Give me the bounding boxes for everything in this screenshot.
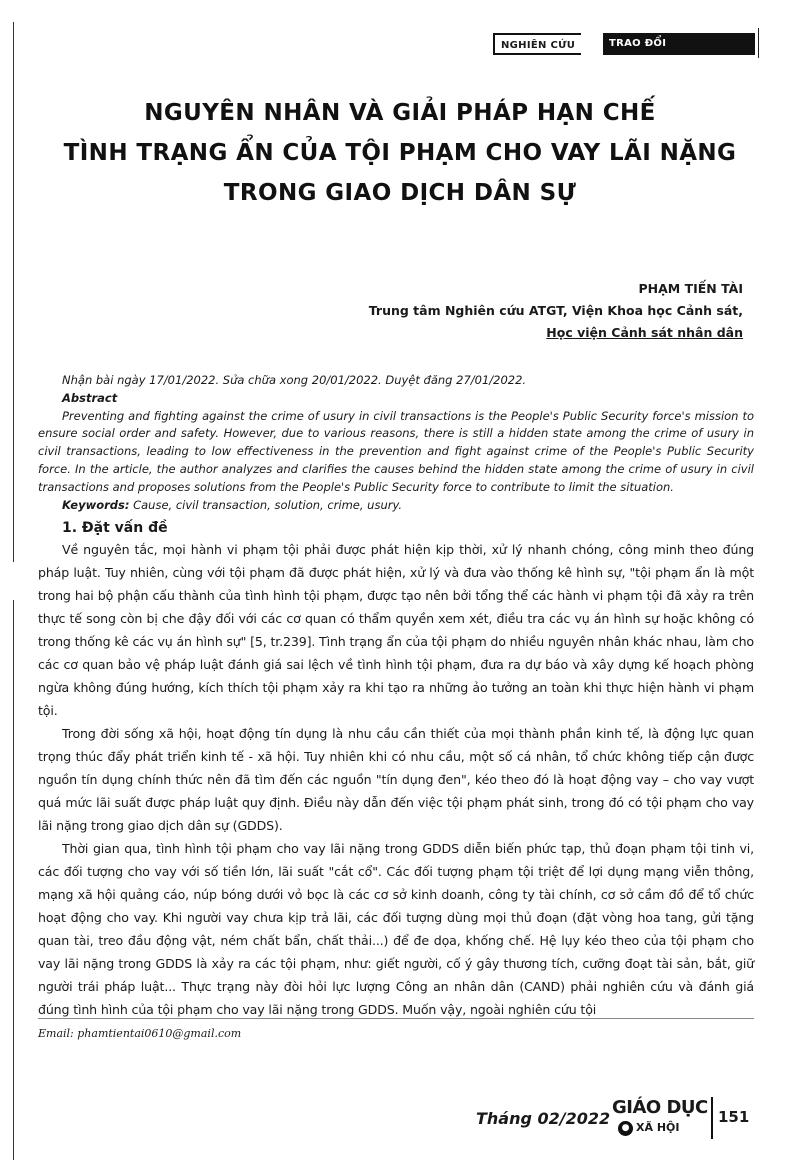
- header-rule: [758, 28, 759, 58]
- section-label-left: NGHIÊN CỨU: [493, 33, 581, 55]
- title-line-1: NGUYÊN NHÂN VÀ GIẢI PHÁP HẠN CHẾ: [144, 100, 656, 126]
- paragraph-1: Về nguyên tắc, mọi hành vi phạm tội phải được phát hiện kịp thời, xử lý nhanh chóng, công minh theo đúng pháp luật. Tuy nhiên, cùng với tội phạm đã được phát hiện, xử lý và đưa vào thống kê hình sự, "tội phạm ẩn là một trong hai bộ phận cấu thành của tình hình tội phạm, được tạo nên bởi tổng thể các hành vi phạm tội đã xảy ra trên thực tế song còn bị che đậy đối với các cơ quan có thẩm quyền xem xét, điều tra các vụ án hình sự hoặc không có trong thống kê các vụ án hình sự" [5, tr.239]. Tình trạng ẩn của tội phạm do nhiều nguyên nhân khác nhau, làm cho các cơ quan bảo vệ pháp luật đánh giá sai lệch về tình hình tội phạm, đưa ra dự báo và xây dựng kế hoạch phòng ngừa không đúng hướng, kích thích tội phạm xảy ra khi tạo ra những ảo tưởng an toàn khi thực hiện hành vi phạm tội.: [38, 542, 754, 719]
- keywords-text: Cause, civil transaction, solution, crime, usury.: [129, 497, 403, 512]
- footer-divider: [711, 1097, 713, 1139]
- abstract-text: Preventing and fighting against the crime of usury in civil transactions is the People's Public Security force's mission to ensure social order and safety. However, due to various reasons, there is still a hidden state among the crime of usury in civil transactions, leading to low effectiveness in the prevention and fight against crime of the People's Public Security force. In the article, the author analyzes and clarifies the causes behind the hidden state among the crime of usury in civil transactions and proposes solutions from the People's Public Security force to contribute to limit the situation.: [38, 408, 754, 494]
- keywords-label: Keywords:: [62, 497, 130, 512]
- article-title: [40, 93, 760, 213]
- title-line-3: TRONG GIAO DỊCH DÂN SỰ: [223, 180, 577, 206]
- issue-month: Tháng 02/2022: [476, 1109, 611, 1128]
- footnote-rule: [38, 1018, 754, 1019]
- keywords-line: [38, 497, 754, 515]
- author-block: [369, 278, 743, 344]
- received-dates: Nhận bài ngày 17/01/2022. Sửa chữa xong 20/01/2022. Duyệt đăng 27/01/2022.: [62, 373, 527, 387]
- section-heading: 1. Đặt vấn đề: [62, 520, 168, 537]
- section-header: [493, 33, 755, 55]
- footnote-email: Email: phamtientai0610@gmail.com: [38, 1027, 242, 1040]
- article-body: [38, 372, 754, 1021]
- margin-rule-bottom: [13, 600, 14, 1160]
- page-number: 151: [718, 1108, 750, 1126]
- abstract-heading: Abstract: [62, 390, 118, 405]
- author-affiliation-2: Học viện Cảnh sát nhân dân: [546, 325, 743, 340]
- author-name: PHẠM TIẾN TÀI: [638, 281, 743, 296]
- paragraph-2: Trong đời sống xã hội, hoạt động tín dụng là nhu cầu cần thiết của mọi thành phần kinh tế, là động lực quan trọng thúc đẩy phát triển kinh tế - xã hội. Tuy nhiên khi có nhu cầu, một số cá nhân, tổ chức không tiếp cận được nguồn tín dụng chính thức nên đã tìm đến các nguồn "tín dụng đen", kéo theo đó là hoạt động vay – cho vay vượt quá mức lãi suất được pháp luật quy định. Điều này dẫn đến việc tội phạm phát sinh, trong đó có tội phạm cho vay lãi nặng trong giao dịch dân sự (GDDS).: [38, 726, 754, 834]
- journal-name-sub: XÃ HỘI: [636, 1121, 680, 1134]
- paragraph-3: Thời gian qua, tình hình tội phạm cho vay lãi nặng trong GDDS diễn biến phức tạp, thủ đoạn phạm tội tinh vi, các đối tượng cho vay với số tiền lớn, lãi suất "cắt cổ". Các đối tượng phạm tội triệt để lợi dụng mạng viễn thông, mạng xã hội quảng cáo, núp bóng dưới vỏ bọc là các cơ sở kinh doanh, công ty tài chính, cơ sở cầm đồ để tổ chức hoạt động cho vay. Khi người vay chưa kịp trả lãi, các đối tượng dùng mọi thủ đoạn (đặt vòng hoa tang, gửi tặng quan tài, treo đầu động vật, ném chất bẩn, chất thải...) để đe dọa, khống chế. Hệ lụy kéo theo của tội phạm cho vay lãi nặng trong GDDS là xảy ra các tội phạm, như: giết người, cố ý gây thương tích, cưỡng đoạt tài sản, bắt, giữ người trái pháp luật... Thực trạng này đòi hỏi lực lượng Công an nhân dân (CAND) phải nghiên cứu và đánh giá đúng tình hình của tội phạm cho vay lãi nặng trong GDDS. Muốn vậy, ngoài nghiên cứu tội: [38, 841, 754, 1018]
- journal-name: GIÁO DỤC: [612, 1097, 708, 1118]
- author-affiliation-1: Trung tâm Nghiên cứu ATGT, Viện Khoa học Cảnh sát,: [368, 303, 743, 318]
- title-line-2: TÌNH TRẠNG ẨN CỦA TỘI PHẠM CHO VAY LÃI NẶNG: [63, 140, 737, 166]
- section-label-right: TRAO ĐỔI: [603, 33, 755, 55]
- journal-logo-icon: ●: [618, 1121, 633, 1136]
- margin-rule-top: [13, 22, 14, 562]
